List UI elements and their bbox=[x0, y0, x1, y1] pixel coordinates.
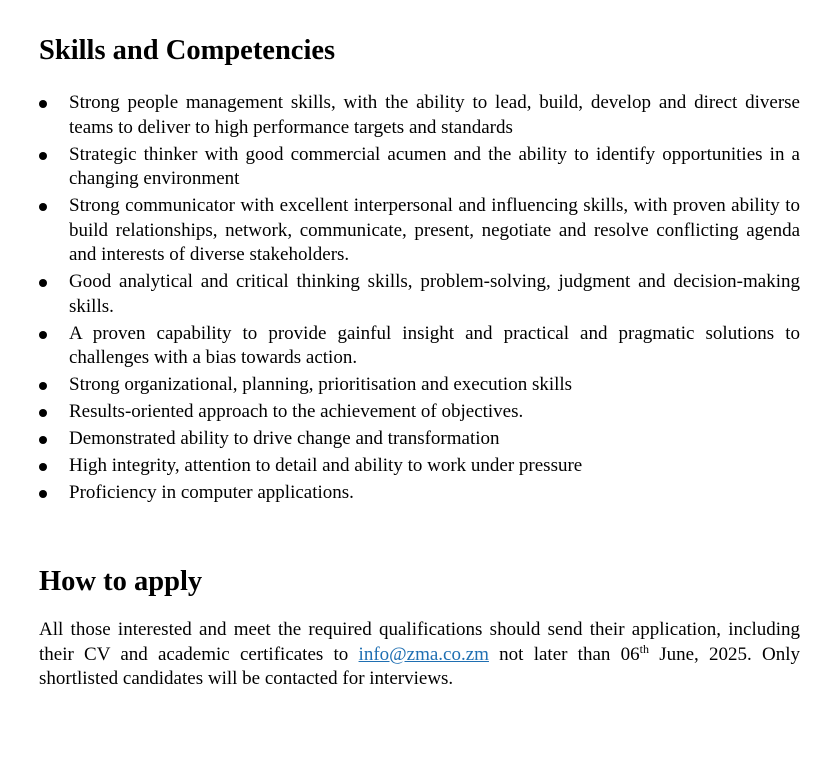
apply-text-end: June, 2025. Only shortlisted candidates will be contacted for interviews. bbox=[39, 643, 801, 689]
list-item-text: Strategic thinker with good commercial acumen and the ability to identify opportunities in a changing environment bbox=[69, 143, 800, 189]
bullet-icon bbox=[39, 490, 47, 498]
apply-text-deadline: not later than 06 bbox=[488, 643, 640, 665]
list-item-text: High integrity, attention to detail and ability to work under pressure bbox=[69, 455, 583, 476]
list-item bbox=[39, 322, 800, 371]
bullet-icon bbox=[39, 382, 47, 390]
list-item bbox=[39, 270, 800, 319]
document-page bbox=[39, 35, 801, 689]
list-item bbox=[39, 400, 800, 425]
bullet-icon bbox=[39, 279, 47, 287]
bullet-icon bbox=[39, 463, 47, 471]
list-item-text: Proficiency in computer applications. bbox=[69, 482, 354, 503]
list-item bbox=[39, 481, 800, 506]
list-item-text: Results-oriented approach to the achievement of objectives. bbox=[69, 401, 524, 422]
list-item bbox=[39, 454, 800, 479]
bullet-icon bbox=[39, 203, 47, 211]
list-item bbox=[39, 143, 800, 192]
list-item bbox=[39, 427, 800, 452]
bullet-icon bbox=[39, 100, 47, 108]
bullet-icon bbox=[39, 152, 47, 160]
list-item-text: Strong organizational, planning, prioritisation and execution skills bbox=[69, 374, 573, 395]
bullet-icon bbox=[39, 409, 47, 417]
list-item-text: A proven capability to provide gainful insight and practical and pragmatic solutions to challenges with a bias towards action. bbox=[69, 322, 800, 368]
ordinal-suffix: th bbox=[639, 641, 649, 656]
list-item bbox=[39, 194, 800, 268]
list-item-text: Good analytical and critical thinking skills, problem-solving, judgment and decision-making skills. bbox=[69, 271, 800, 317]
bullet-icon bbox=[39, 331, 47, 339]
list-item-text: Demonstrated ability to drive change and transformation bbox=[69, 428, 500, 449]
skills-heading: Skills and Competencies bbox=[39, 35, 336, 66]
list-item-text: Strong people management skills, with the ability to lead, build, develop and direct diverse teams to deliver to high performance targets and standards bbox=[69, 92, 800, 138]
skills-list bbox=[39, 91, 800, 508]
list-item bbox=[39, 91, 800, 140]
list-item bbox=[39, 373, 800, 398]
how-to-apply-heading: How to apply bbox=[39, 566, 203, 597]
apply-paragraph bbox=[39, 618, 800, 692]
list-item-text: Strong communicator with excellent interpersonal and influencing skills, with proven ability to build relationships, network, communicate, present, negotiate and resolve conflicting agenda and interests of diverse stakeholders. bbox=[69, 195, 800, 265]
apply-text-start: All those interested and meet the required qualifications should send their application, including their CV and academic certificates to bbox=[39, 619, 800, 665]
bullet-icon bbox=[39, 436, 47, 444]
email-link[interactable]: info@zma.co.zm bbox=[358, 643, 489, 665]
